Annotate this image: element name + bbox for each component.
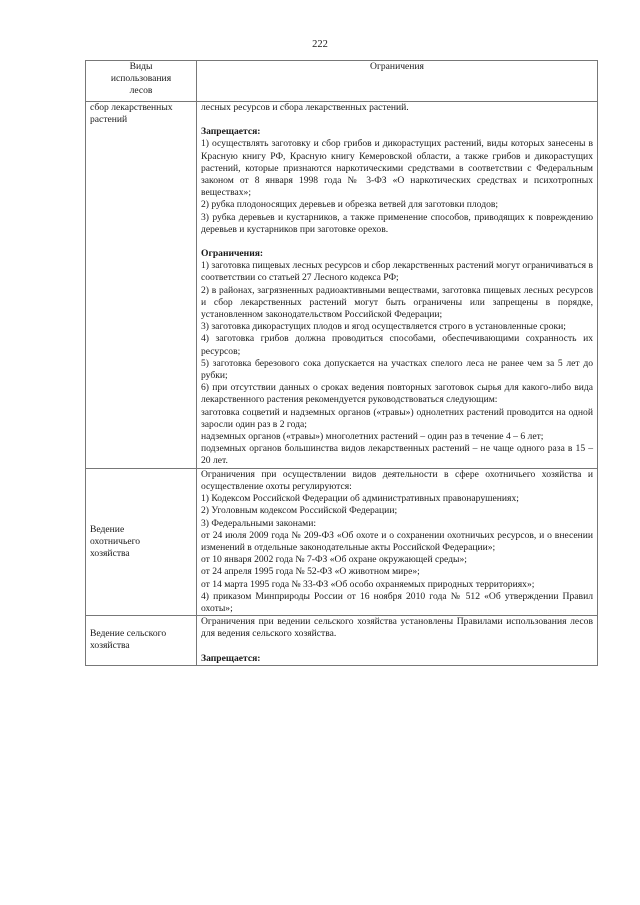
page-number: 222	[312, 39, 328, 50]
restrictions-cell	[197, 616, 598, 666]
usage-label: Ведение сельского	[90, 628, 167, 640]
text-line: 2) рубка плодоносящих деревьев и обрезка ветвей для заготовки плодов;	[201, 199, 499, 211]
usage-cell	[86, 616, 197, 666]
usage-cell	[86, 102, 197, 469]
usage-cell	[86, 468, 197, 615]
text-line: от 24 июля 2009 года № 209-ФЗ «Об охоте и о сохранении охотничьих ресурсов, и о внесении изменений в отдельные законодательные акты Российской Федерации»;	[201, 529, 593, 553]
text-line: 3) Федеральными законами:	[201, 517, 317, 529]
section-heading: Запрещается:	[201, 652, 261, 664]
header-restrictions: Ограничения	[197, 61, 598, 102]
text-line: 1) заготовка пищевых лесных ресурсов и сбор лекарственных растений могут ограничиваться в соответствии со статьей 27 Лесного кодекса РФ;	[201, 260, 593, 284]
usage-label: растений	[90, 114, 128, 126]
section-heading: Ограничения:	[201, 248, 264, 260]
usage-label: хозяйства	[90, 548, 130, 559]
text-line: от 14 марта 1995 года № 33-ФЗ «Об особо охраняемых природных территориях»;	[201, 578, 535, 590]
text-line: 2) Уголовным кодексом Российской Федерации;	[201, 505, 398, 517]
text-line: 6) при отсутствии данных о сроках ведения повторных заготовок сырья для какого-либо вида лекарственного растения рекомендуется руководствоваться следующим:	[201, 382, 593, 406]
header-usage-line: лесов	[129, 85, 153, 96]
restrictions-table	[85, 60, 598, 666]
text-line: 1) Кодексом Российской Федерации об административных правонарушениях;	[201, 493, 519, 505]
text-line: надземных органов («травы») многолетних растений – один раз в течение 4 – 6 лет;	[201, 431, 544, 443]
text-line: 4) приказом Минприроды России от 16 ноября 2010 года № 512 «Об утверждении Правил охоты»;	[201, 590, 593, 614]
text-line: Ограничения при осуществлении видов деятельности в сфере охотничьего хозяйства и осуществление охоты регулируются:	[201, 468, 593, 492]
text-line: от 24 апреля 1995 года № 52-ФЗ «О животном мире»;	[201, 566, 420, 578]
table-row	[86, 468, 598, 615]
usage-label: сбор лекарственных	[90, 102, 173, 113]
usage-label: хозяйства	[90, 640, 130, 652]
table-row	[86, 616, 598, 666]
text-line: от 10 января 2002 года № 7-ФЗ «Об охране окружающей среды»;	[201, 554, 467, 566]
text-line: 1) осуществлять заготовку и сбор грибов и дикорастущих растений, виды которых занесены в Красную книгу РФ, Красную книгу Кемеровской области, а также грибов и дикорастущих растений, которые признаются наркотическими средствами в соответствии с Федеральным законом от 8 января 1998 года № 3-ФЗ «О наркотических средствах и психотропных веществах»;	[201, 138, 593, 199]
text-line: заготовка соцветий и надземных органов («травы») однолетних растений проводится на одной заросли один раз в 2 года;	[201, 406, 593, 430]
usage-label: охотничьего	[90, 535, 141, 547]
text-line: подземных органов большинства видов лекарственных растений – не чаще одного раза в 15 – 20 лет.	[201, 443, 593, 467]
header-usage-types	[86, 61, 197, 102]
restrictions-cell	[197, 102, 598, 469]
restrictions-cell	[197, 468, 598, 615]
text-line: 3) рубка деревьев и кустарников, а также применение способов, приводящих к повреждению деревьев и кустарников при заготовке орехов.	[201, 211, 593, 235]
usage-label: Ведение	[90, 523, 125, 535]
text-line: лесных ресурсов и сбора лекарственных растений.	[201, 102, 409, 113]
section-heading: Запрещается:	[201, 126, 261, 138]
table-header-row	[86, 61, 598, 102]
text-line: 3) заготовка дикорастущих плодов и ягод осуществляется строго в установленные сроки;	[201, 321, 566, 333]
text-line: 2) в районах, загрязненных радиоактивными веществами, заготовка пищевых лесных ресурсов и сбор лекарственных растений могут быть ограничены или запрещены в порядке, установленном законодательством Российской Федерации;	[201, 284, 593, 321]
header-usage-line: Виды	[129, 61, 153, 72]
text-line: 5) заготовка березового сока допускается на участках спелого леса не ранее чем за 5 лет до рубки;	[201, 357, 593, 382]
header-usage-line: использования	[110, 73, 172, 84]
text-line: 4) заготовка грибов должна проводиться способами, обеспечивающими сохранность их ресурсов;	[201, 333, 593, 357]
table-row	[86, 102, 598, 469]
text-line: Ограничения при ведении сельского хозяйства установлены Правилами использования лесов для ведения сельского хозяйства.	[201, 616, 593, 640]
